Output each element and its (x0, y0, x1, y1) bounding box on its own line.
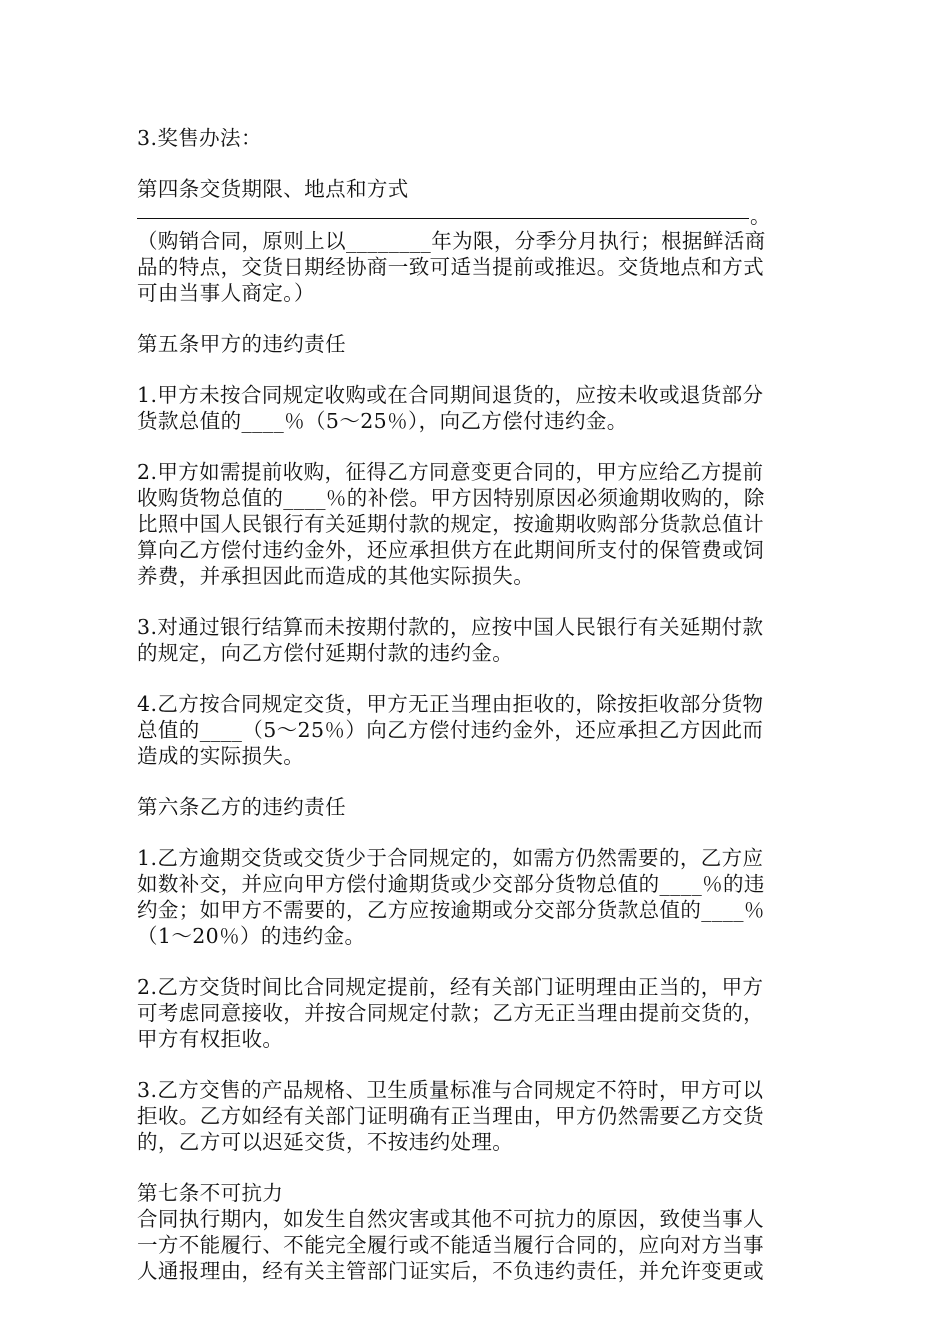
article-6-item-3-line: 的，乙方可以迟延交货，不按违约处理。 (137, 1130, 514, 1154)
article-6-item-3-line: 拒收。乙方如经有关部门证明确有正当理由，甲方仍然需要乙方交货 (137, 1104, 764, 1128)
article-5-item-2-line: 2.甲方如需提前收购，征得乙方同意变更合同的，甲方应给乙方提前 (137, 460, 764, 484)
blank-line-period: 。 (750, 204, 771, 228)
article-5-item-1-line: 1.甲方未按合同规定收购或在合同期间退货的，应按未收或退货部分 (137, 383, 764, 407)
article-4-text-line: （购销合同，原则上以________年为限，分季分月执行；根据鲜活商 (137, 229, 766, 253)
article-5-item-2-line: 收购货物总值的____％的补偿。甲方因特别原因必须逾期收购的，除 (137, 486, 765, 510)
article-5-item-4-line: 总值的____（5～25％）向乙方偿付违约金外，还应承担乙方因此而 (137, 718, 764, 742)
article-6-item-2-line: 甲方有权拒收。 (137, 1027, 284, 1051)
fill-in-blank-line (137, 218, 749, 219)
article-5-item-2-line: 养费，并承担因此而造成的其他实际损失。 (137, 564, 535, 588)
article-7-heading: 第七条不可抗力 (137, 1181, 284, 1205)
article-5-item-3-line: 的规定，向乙方偿付延期付款的违约金。 (137, 641, 514, 665)
article-4-text-line: 品的特点，交货日期经协商一致可适当提前或推迟。交货地点和方式 (137, 255, 764, 279)
article-5-item-4-line: 4.乙方按合同规定交货，甲方无正当理由拒收的，除按拒收部分货物 (137, 692, 764, 716)
article-6-item-1-line: 1.乙方逾期交货或交货少于合同规定的，如需方仍然需要的，乙方应 (137, 846, 764, 870)
article-6-item-1-line: （1～20％）的违约金。 (137, 924, 366, 948)
article-6-heading: 第六条乙方的违约责任 (137, 795, 346, 819)
article-7-text-line: 人通报理由，经有关主管部门证实后，不负违约责任，并允许变更或 (137, 1259, 764, 1283)
article-6-item-1-line: 如数补交，并应向甲方偿付逾期货或少交部分货物总值的____％的违 (137, 872, 765, 896)
article-7-text-line: 合同执行期内，如发生自然灾害或其他不可抗力的原因，致使当事人 (137, 1207, 764, 1231)
article-7-text-line: 一方不能履行、不能完全履行或不能适当履行合同的，应向对方当事 (137, 1233, 764, 1257)
sale-method-item: 3.奖售办法： (137, 126, 262, 150)
article-4-text-line: 可由当事人商定。） (137, 281, 315, 305)
article-4-heading: 第四条交货期限、地点和方式 (137, 177, 409, 201)
article-5-item-2-line: 算向乙方偿付违约金外，还应承担供方在此期间所支付的保管费或饲 (137, 538, 764, 562)
article-6-item-1-line: 约金；如甲方不需要的，乙方应按逾期或分交部分货款总值的____％ (137, 898, 765, 922)
article-6-item-2-line: 2.乙方交货时间比合同规定提前，经有关部门证明理由正当的，甲方 (137, 975, 764, 999)
article-5-item-4-line: 造成的实际损失。 (137, 744, 305, 768)
article-5-item-1-line: 货款总值的____％（5～25％），向乙方偿付违约金。 (137, 409, 628, 433)
article-5-item-3-line: 3.对通过银行结算而未按期付款的，应按中国人民银行有关延期付款 (137, 615, 764, 639)
article-5-heading: 第五条甲方的违约责任 (137, 332, 346, 356)
article-6-item-3-line: 3.乙方交售的产品规格、卫生质量标准与合同规定不符时，甲方可以 (137, 1078, 764, 1102)
article-5-item-2-line: 比照中国人民银行有关延期付款的规定，按逾期收购部分货款总值计 (137, 512, 764, 536)
article-6-item-2-line: 可考虑同意接收，并按合同规定付款；乙方无正当理由提前交货的， (137, 1001, 764, 1025)
